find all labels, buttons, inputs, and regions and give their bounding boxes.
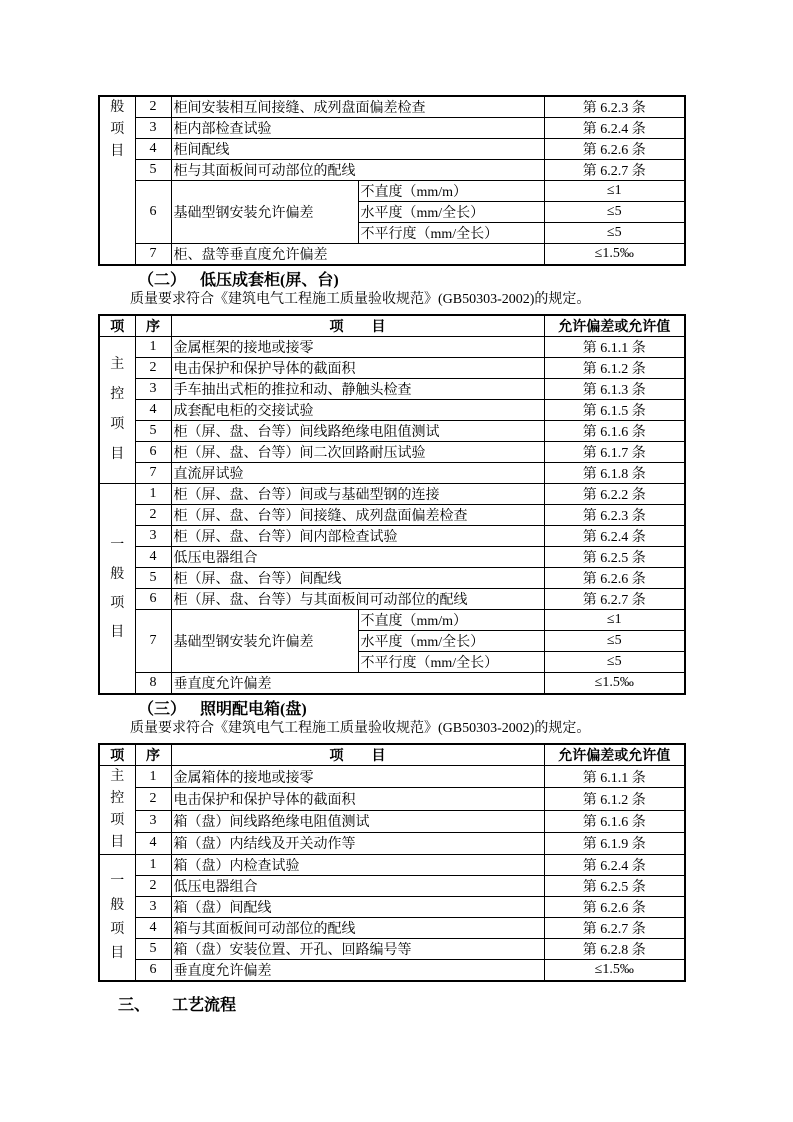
table-row	[99, 244, 685, 266]
cell-item: 柜、盘等垂直度允许偏差	[171, 244, 544, 266]
cell-value: ≤5	[544, 202, 685, 223]
cell-seq: 2	[135, 358, 171, 379]
row-group-label	[99, 855, 135, 982]
table-row	[99, 526, 685, 547]
cell-sub-item: 不平行度（mm/全长）	[358, 652, 544, 673]
section-title: 照明配电箱(盘)	[200, 701, 307, 718]
cell-item: 柜内部检查试验	[171, 118, 544, 139]
table-row	[99, 139, 685, 160]
table-row	[99, 505, 685, 526]
table-row	[99, 766, 685, 788]
column-header-name: 项 目	[171, 315, 544, 337]
table-row	[99, 788, 685, 810]
cell-item: 柜（屏、盘、台等）间线路绝缘电阻值测试	[171, 421, 544, 442]
table-row	[99, 484, 685, 505]
section-title: 低压成套柜(屏、台)	[200, 272, 339, 289]
table-row	[99, 589, 685, 610]
table-row	[99, 673, 685, 695]
cell-seq: 7	[135, 463, 171, 484]
cell-item: 基础型钢安装允许偏差	[171, 610, 358, 673]
table-row	[99, 337, 685, 358]
cell-item: 电击保护和保护导体的截面积	[171, 358, 544, 379]
column-header-item: 项	[99, 315, 135, 337]
table-row	[99, 379, 685, 400]
section-intro-2: 质量要求符合《建筑电气工程施工质量验收规范》(GB50303-2002)的规定。	[130, 292, 591, 307]
cell-value: 第 6.2.5 条	[544, 876, 685, 897]
group-label-text: 主控项目	[110, 357, 125, 462]
cell-item: 基础型钢安装允许偏差	[171, 181, 358, 244]
cell-item: 柜（屏、盘、台等）间二次回路耐压试验	[171, 442, 544, 463]
cell-item: 金属箱体的接地或接零	[171, 766, 544, 788]
cell-value: 第 6.2.5 条	[544, 547, 685, 568]
cell-seq: 1	[135, 337, 171, 358]
cell-value: 第 6.1.6 条	[544, 421, 685, 442]
section-heading-3	[138, 701, 684, 719]
cell-sub-item: 不平行度（mm/全长）	[358, 223, 544, 244]
cell-seq: 1	[135, 855, 171, 876]
cell-seq: 7	[135, 244, 171, 266]
table-header-row	[99, 744, 685, 766]
row-group-label	[99, 766, 135, 855]
cell-item: 柜间配线	[171, 139, 544, 160]
group-label-text: 一般项目	[110, 873, 125, 961]
cell-value: 第 6.2.7 条	[544, 918, 685, 939]
table-row	[99, 939, 685, 960]
table-row	[99, 547, 685, 568]
table-row	[99, 810, 685, 832]
cell-value: 第 6.2.6 条	[544, 897, 685, 918]
cell-item: 箱（盘）内结线及开关动作等	[171, 832, 544, 854]
cell-item: 柜（屏、盘、台等）间配线	[171, 568, 544, 589]
table-row	[99, 832, 685, 854]
cell-value: 第 6.2.7 条	[544, 589, 685, 610]
table-row	[99, 421, 685, 442]
table-low-voltage-cabinet	[98, 314, 686, 695]
cell-item: 柜与其面板间可动部位的配线	[171, 160, 544, 181]
cell-seq: 6	[135, 181, 171, 244]
cell-item: 箱（盘）间配线	[171, 897, 544, 918]
column-header-seq: 序	[135, 315, 171, 337]
cell-value: ≤1	[544, 610, 685, 631]
table-row	[99, 897, 685, 918]
row-group-label	[99, 96, 135, 265]
cell-seq: 4	[135, 547, 171, 568]
cell-value: ≤5	[544, 652, 685, 673]
cell-value: 第 6.1.9 条	[544, 832, 685, 854]
cell-item: 柜（屏、盘、台等）间或与基础型钢的连接	[171, 484, 544, 505]
row-group-label	[99, 337, 135, 484]
table-row	[99, 463, 685, 484]
cell-seq: 1	[135, 766, 171, 788]
cell-value: ≤1.5‰	[544, 244, 685, 266]
cell-value: 第 6.1.3 条	[544, 379, 685, 400]
cell-seq: 3	[135, 897, 171, 918]
row-group-label	[99, 484, 135, 695]
cell-value: 第 6.1.6 条	[544, 810, 685, 832]
cell-seq: 4	[135, 832, 171, 854]
table-row	[99, 118, 685, 139]
cell-item: 手车抽出式柜的推拉和动、静触头检查	[171, 379, 544, 400]
section-number: 三、	[118, 997, 151, 1014]
table-row	[99, 442, 685, 463]
cell-value: 第 6.2.7 条	[544, 160, 685, 181]
cell-seq: 1	[135, 484, 171, 505]
cell-seq: 2	[135, 876, 171, 897]
cell-value: 第 6.2.4 条	[544, 855, 685, 876]
table-row	[99, 855, 685, 876]
cell-item: 柜间安装相互间接缝、成列盘面偏差检查	[171, 96, 544, 118]
cell-value: 第 6.2.3 条	[544, 96, 685, 118]
section-heading-process-flow	[118, 996, 684, 1015]
cell-value: 第 6.2.6 条	[544, 568, 685, 589]
cell-value: ≤5	[544, 223, 685, 244]
table-row	[99, 400, 685, 421]
cell-seq: 3	[135, 810, 171, 832]
section-title: 工艺流程	[172, 997, 237, 1014]
cell-value: 第 6.2.8 条	[544, 939, 685, 960]
document-content	[98, 95, 684, 1015]
cell-item: 直流屏试验	[171, 463, 544, 484]
cell-seq: 5	[135, 568, 171, 589]
cell-sub-item: 水平度（mm/全长）	[358, 202, 544, 223]
cell-seq: 5	[135, 939, 171, 960]
cell-sub-item: 不直度（mm/m）	[358, 610, 544, 631]
cell-seq: 5	[135, 421, 171, 442]
cell-seq: 4	[135, 918, 171, 939]
cell-value: 第 6.2.3 条	[544, 505, 685, 526]
table-row	[99, 358, 685, 379]
cell-seq: 2	[135, 96, 171, 118]
cell-item: 柜（屏、盘、台等）与其面板间可动部位的配线	[171, 589, 544, 610]
cell-value: 第 6.1.1 条	[544, 337, 685, 358]
table-row	[99, 960, 685, 982]
table-row	[99, 876, 685, 897]
cell-value: 第 6.2.4 条	[544, 118, 685, 139]
group-label-text: 般项目	[110, 100, 125, 159]
cell-seq: 6	[135, 960, 171, 982]
cell-seq: 6	[135, 589, 171, 610]
section-number: （三）	[138, 701, 187, 718]
table-lighting-distribution-box	[98, 743, 686, 982]
cell-seq: 8	[135, 673, 171, 695]
table-row	[99, 181, 685, 202]
cell-value: 第 6.1.2 条	[544, 358, 685, 379]
cell-value: ≤5	[544, 631, 685, 652]
cell-seq: 5	[135, 160, 171, 181]
cell-item: 箱（盘）间线路绝缘电阻值测试	[171, 810, 544, 832]
cell-seq: 6	[135, 442, 171, 463]
cell-value: 第 6.1.5 条	[544, 400, 685, 421]
cell-value: ≤1.5‰	[544, 960, 685, 982]
cell-item: 柜（屏、盘、台等）间接缝、成列盘面偏差检查	[171, 505, 544, 526]
cell-item: 低压电器组合	[171, 876, 544, 897]
cell-seq: 4	[135, 400, 171, 421]
cell-seq: 4	[135, 139, 171, 160]
table-row	[99, 568, 685, 589]
cell-value: 第 6.1.1 条	[544, 766, 685, 788]
column-header-value: 允许偏差或允许值	[544, 744, 685, 766]
cell-item: 金属框架的接地或接零	[171, 337, 544, 358]
cell-value: 第 6.1.8 条	[544, 463, 685, 484]
column-header-name: 项 目	[171, 744, 544, 766]
cell-value: 第 6.2.2 条	[544, 484, 685, 505]
cell-sub-item: 水平度（mm/全长）	[358, 631, 544, 652]
table-row	[99, 610, 685, 631]
cell-seq: 2	[135, 505, 171, 526]
cell-seq: 3	[135, 379, 171, 400]
cell-value: 第 6.1.2 条	[544, 788, 685, 810]
cell-seq: 3	[135, 526, 171, 547]
group-label-text: 一般项目	[110, 537, 125, 640]
cell-value: ≤1.5‰	[544, 673, 685, 695]
cell-sub-item: 不直度（mm/m）	[358, 181, 544, 202]
cell-value: ≤1	[544, 181, 685, 202]
cell-item: 箱与其面板间可动部位的配线	[171, 918, 544, 939]
cell-item: 柜（屏、盘、台等）间内部检查试验	[171, 526, 544, 547]
column-header-value: 允许偏差或允许值	[544, 315, 685, 337]
cell-seq: 7	[135, 610, 171, 673]
table-header-row	[99, 315, 685, 337]
cell-item: 垂直度允许偏差	[171, 960, 544, 982]
cell-seq: 2	[135, 788, 171, 810]
cell-value: 第 6.2.6 条	[544, 139, 685, 160]
cell-seq: 3	[135, 118, 171, 139]
section-heading-2	[138, 272, 684, 290]
cell-item: 电击保护和保护导体的截面积	[171, 788, 544, 810]
table-row	[99, 96, 685, 118]
cell-item: 箱（盘）内检查试验	[171, 855, 544, 876]
table-row	[99, 918, 685, 939]
cell-item: 低压电器组合	[171, 547, 544, 568]
column-header-seq: 序	[135, 744, 171, 766]
table-row	[99, 160, 685, 181]
column-header-item: 项	[99, 744, 135, 766]
table-general-items-continued	[98, 95, 686, 266]
section-intro-3: 质量要求符合《建筑电气工程施工质量验收规范》(GB50303-2002)的规定。	[130, 721, 591, 736]
cell-item: 成套配电柜的交接试验	[171, 400, 544, 421]
group-label-text: 主控项目	[110, 769, 125, 850]
cell-item: 垂直度允许偏差	[171, 673, 544, 695]
cell-item: 箱（盘）安装位置、开孔、回路编号等	[171, 939, 544, 960]
cell-value: 第 6.2.4 条	[544, 526, 685, 547]
cell-value: 第 6.1.7 条	[544, 442, 685, 463]
section-number: （二）	[138, 272, 187, 289]
